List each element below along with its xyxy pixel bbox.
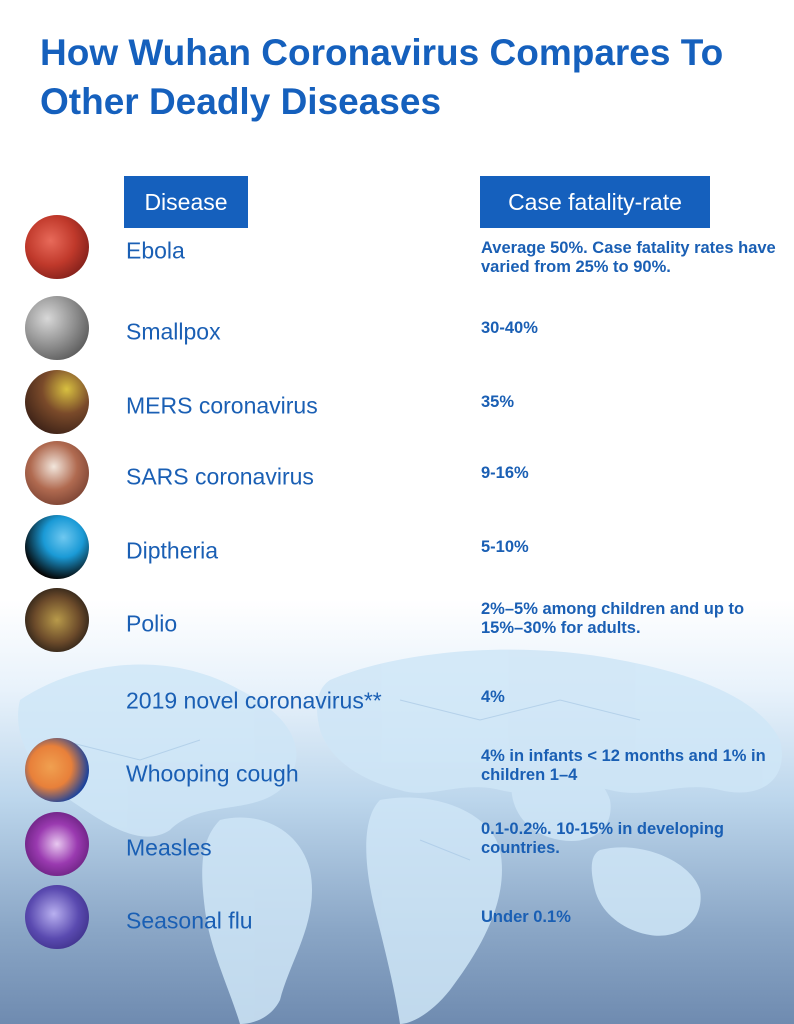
ebola-virus-icon xyxy=(25,215,89,279)
smallpox-virus-icon xyxy=(25,296,89,360)
whooping-cough-bacteria-icon xyxy=(25,738,89,802)
sars-virus-icon xyxy=(25,441,89,505)
case-fatality-rate-column-header: Case fatality-rate xyxy=(480,176,710,228)
disease-name: Whooping cough xyxy=(126,760,299,787)
case-fatality-rate: 35% xyxy=(481,393,515,411)
disease-name: Measles xyxy=(126,834,212,861)
disease-name: Diptheria xyxy=(126,537,219,564)
disease-name: 2019 novel coronavirus** xyxy=(126,687,382,714)
measles-virus-icon xyxy=(25,812,89,876)
disease-name: Polio xyxy=(126,610,178,637)
case-fatality-rate: Under 0.1% xyxy=(481,908,571,926)
disease-name: Ebola xyxy=(126,237,185,264)
page-title: How Wuhan Coronavirus Compares To Other Deadly Diseases xyxy=(40,32,724,122)
case-fatality-rate: 5-10% xyxy=(481,538,529,556)
polio-virus-icon xyxy=(25,588,89,652)
case-fatality-rate: 4% in infants < 12 months and 1% in children 1–4 xyxy=(481,747,766,784)
disease-column-header: Disease xyxy=(124,176,248,228)
disease-name: MERS coronavirus xyxy=(126,392,318,419)
flu-virus-icon xyxy=(25,885,89,949)
disease-name: SARS coronavirus xyxy=(126,463,314,490)
case-fatality-rate: 2%–5% among children and up to 15%–30% for adults. xyxy=(481,600,745,637)
case-fatality-rate: 4% xyxy=(481,688,505,706)
mers-virus-icon xyxy=(25,370,89,434)
case-fatality-rate: 9-16% xyxy=(481,464,529,482)
disease-name: Seasonal flu xyxy=(126,907,253,934)
case-fatality-rate: Average 50%. Case fatality rates have varied from 25% to 90%. xyxy=(481,239,776,276)
diptheria-bacteria-icon xyxy=(25,515,89,579)
case-fatality-rate: 0.1-0.2%. 10-15% in developing countries. xyxy=(481,820,725,857)
disease-name: Smallpox xyxy=(126,318,221,345)
case-fatality-rate: 30-40% xyxy=(481,319,538,337)
